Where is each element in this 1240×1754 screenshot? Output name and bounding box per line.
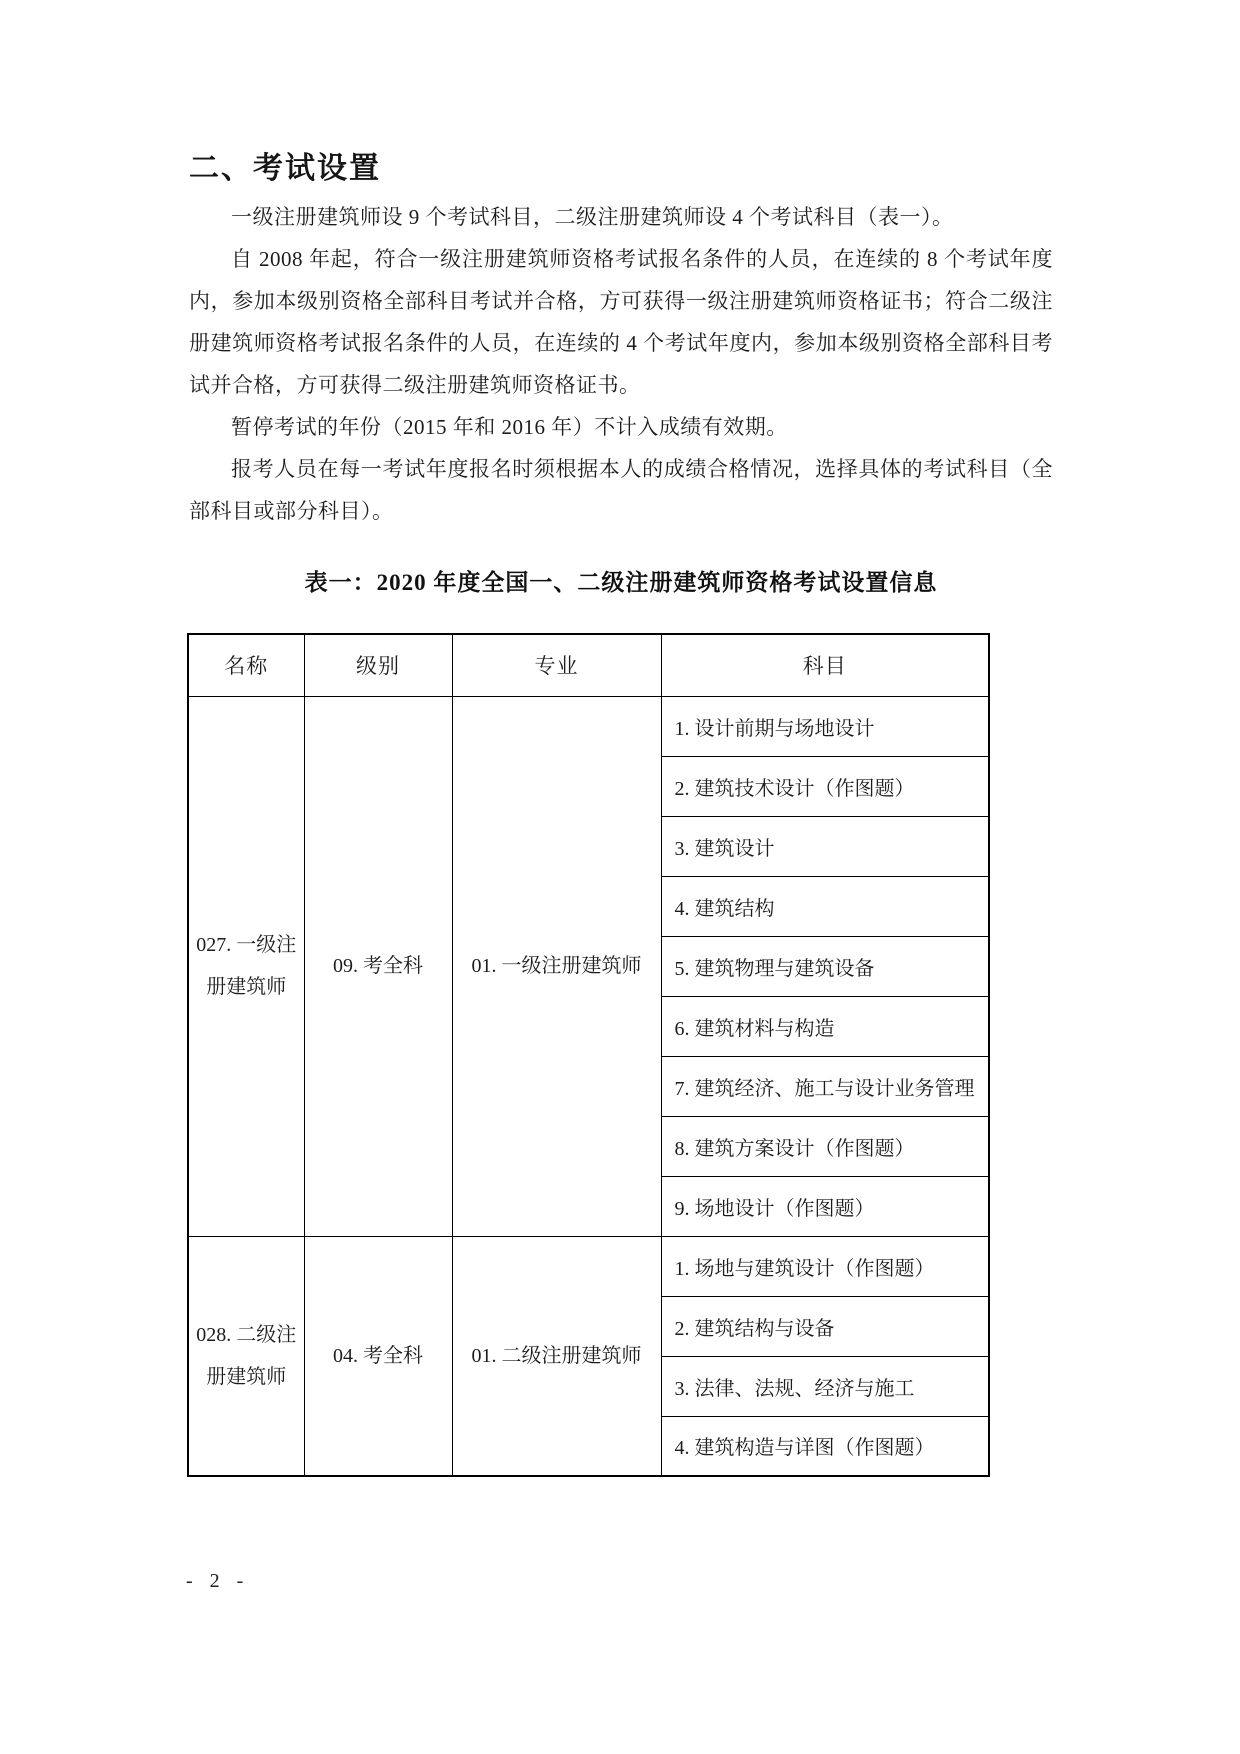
paragraph-registration-choice: 报考人员在每一考试年度报名时须根据本人的成绩合格情况，选择具体的考试科目（全部科目或部分科目）。 bbox=[189, 457, 1053, 523]
exam-subject-cell: 1. 场地与建筑设计（作图题） bbox=[661, 1236, 989, 1296]
paragraph-validity-rules: 自 2008 年起，符合一级注册建筑师资格考试报名条件的人员，在连续的 8 个考试年度内，参加本级别资格全部科目考试并合格，方可获得一级注册建筑师资格证书；符合二级注册建筑师资格考试报名条件的人员，在连续的 4 个考试年度内，参加本级别资格全部科目考试并合格，方可获得二级注册建筑师资格证书。 bbox=[189, 247, 1053, 397]
exam-subject-cell: 1. 设计前期与场地设计 bbox=[661, 696, 989, 756]
exam-name-cell: 027. 一级注册建筑师 bbox=[188, 696, 304, 1236]
column-header-major: 专业 bbox=[452, 634, 661, 696]
page-number: - 2 - bbox=[186, 1570, 250, 1592]
paragraph-suspended-years: 暂停考试的年份（2015 年和 2016 年）不计入成绩有效期。 bbox=[231, 415, 788, 439]
table-header-row bbox=[188, 634, 989, 696]
exam-level-cell: 04. 考全科 bbox=[304, 1236, 452, 1476]
exam-major-cell: 01. 一级注册建筑师 bbox=[452, 696, 661, 1236]
body-paragraphs bbox=[189, 196, 1053, 532]
table-row bbox=[188, 1236, 989, 1296]
column-header-name: 名称 bbox=[188, 634, 304, 696]
paragraph-exam-subjects: 一级注册建筑师设 9 个考试科目，二级注册建筑师设 4 个考试科目（表一）。 bbox=[231, 205, 954, 229]
exam-subject-cell: 4. 建筑结构 bbox=[661, 876, 989, 936]
exam-name-cell: 028. 二级注册建筑师 bbox=[188, 1236, 304, 1476]
exam-level-cell: 09. 考全科 bbox=[304, 696, 452, 1236]
exam-subject-cell: 4. 建筑构造与详图（作图题） bbox=[661, 1416, 989, 1476]
exam-subject-cell: 3. 法律、法规、经济与施工 bbox=[661, 1356, 989, 1416]
exam-subject-cell: 6. 建筑材料与构造 bbox=[661, 996, 989, 1056]
exam-subject-cell: 7. 建筑经济、施工与设计业务管理 bbox=[661, 1056, 989, 1116]
exam-settings-table bbox=[187, 633, 990, 1477]
exam-subject-cell: 9. 场地设计（作图题） bbox=[661, 1176, 989, 1236]
column-header-level: 级别 bbox=[304, 634, 452, 696]
section-heading: 二、考试设置 bbox=[189, 152, 381, 185]
table-row bbox=[188, 696, 989, 756]
exam-subject-cell: 5. 建筑物理与建筑设备 bbox=[661, 936, 989, 996]
exam-subject-cell: 8. 建筑方案设计（作图题） bbox=[661, 1116, 989, 1176]
exam-subject-cell: 2. 建筑技术设计（作图题） bbox=[661, 756, 989, 816]
column-header-subject: 科目 bbox=[661, 634, 989, 696]
exam-subject-cell: 2. 建筑结构与设备 bbox=[661, 1296, 989, 1356]
exam-major-cell: 01. 二级注册建筑师 bbox=[452, 1236, 661, 1476]
exam-subject-cell: 3. 建筑设计 bbox=[661, 816, 989, 876]
table-title: 表一：2020 年度全国一、二级注册建筑师资格考试设置信息 bbox=[304, 570, 938, 595]
